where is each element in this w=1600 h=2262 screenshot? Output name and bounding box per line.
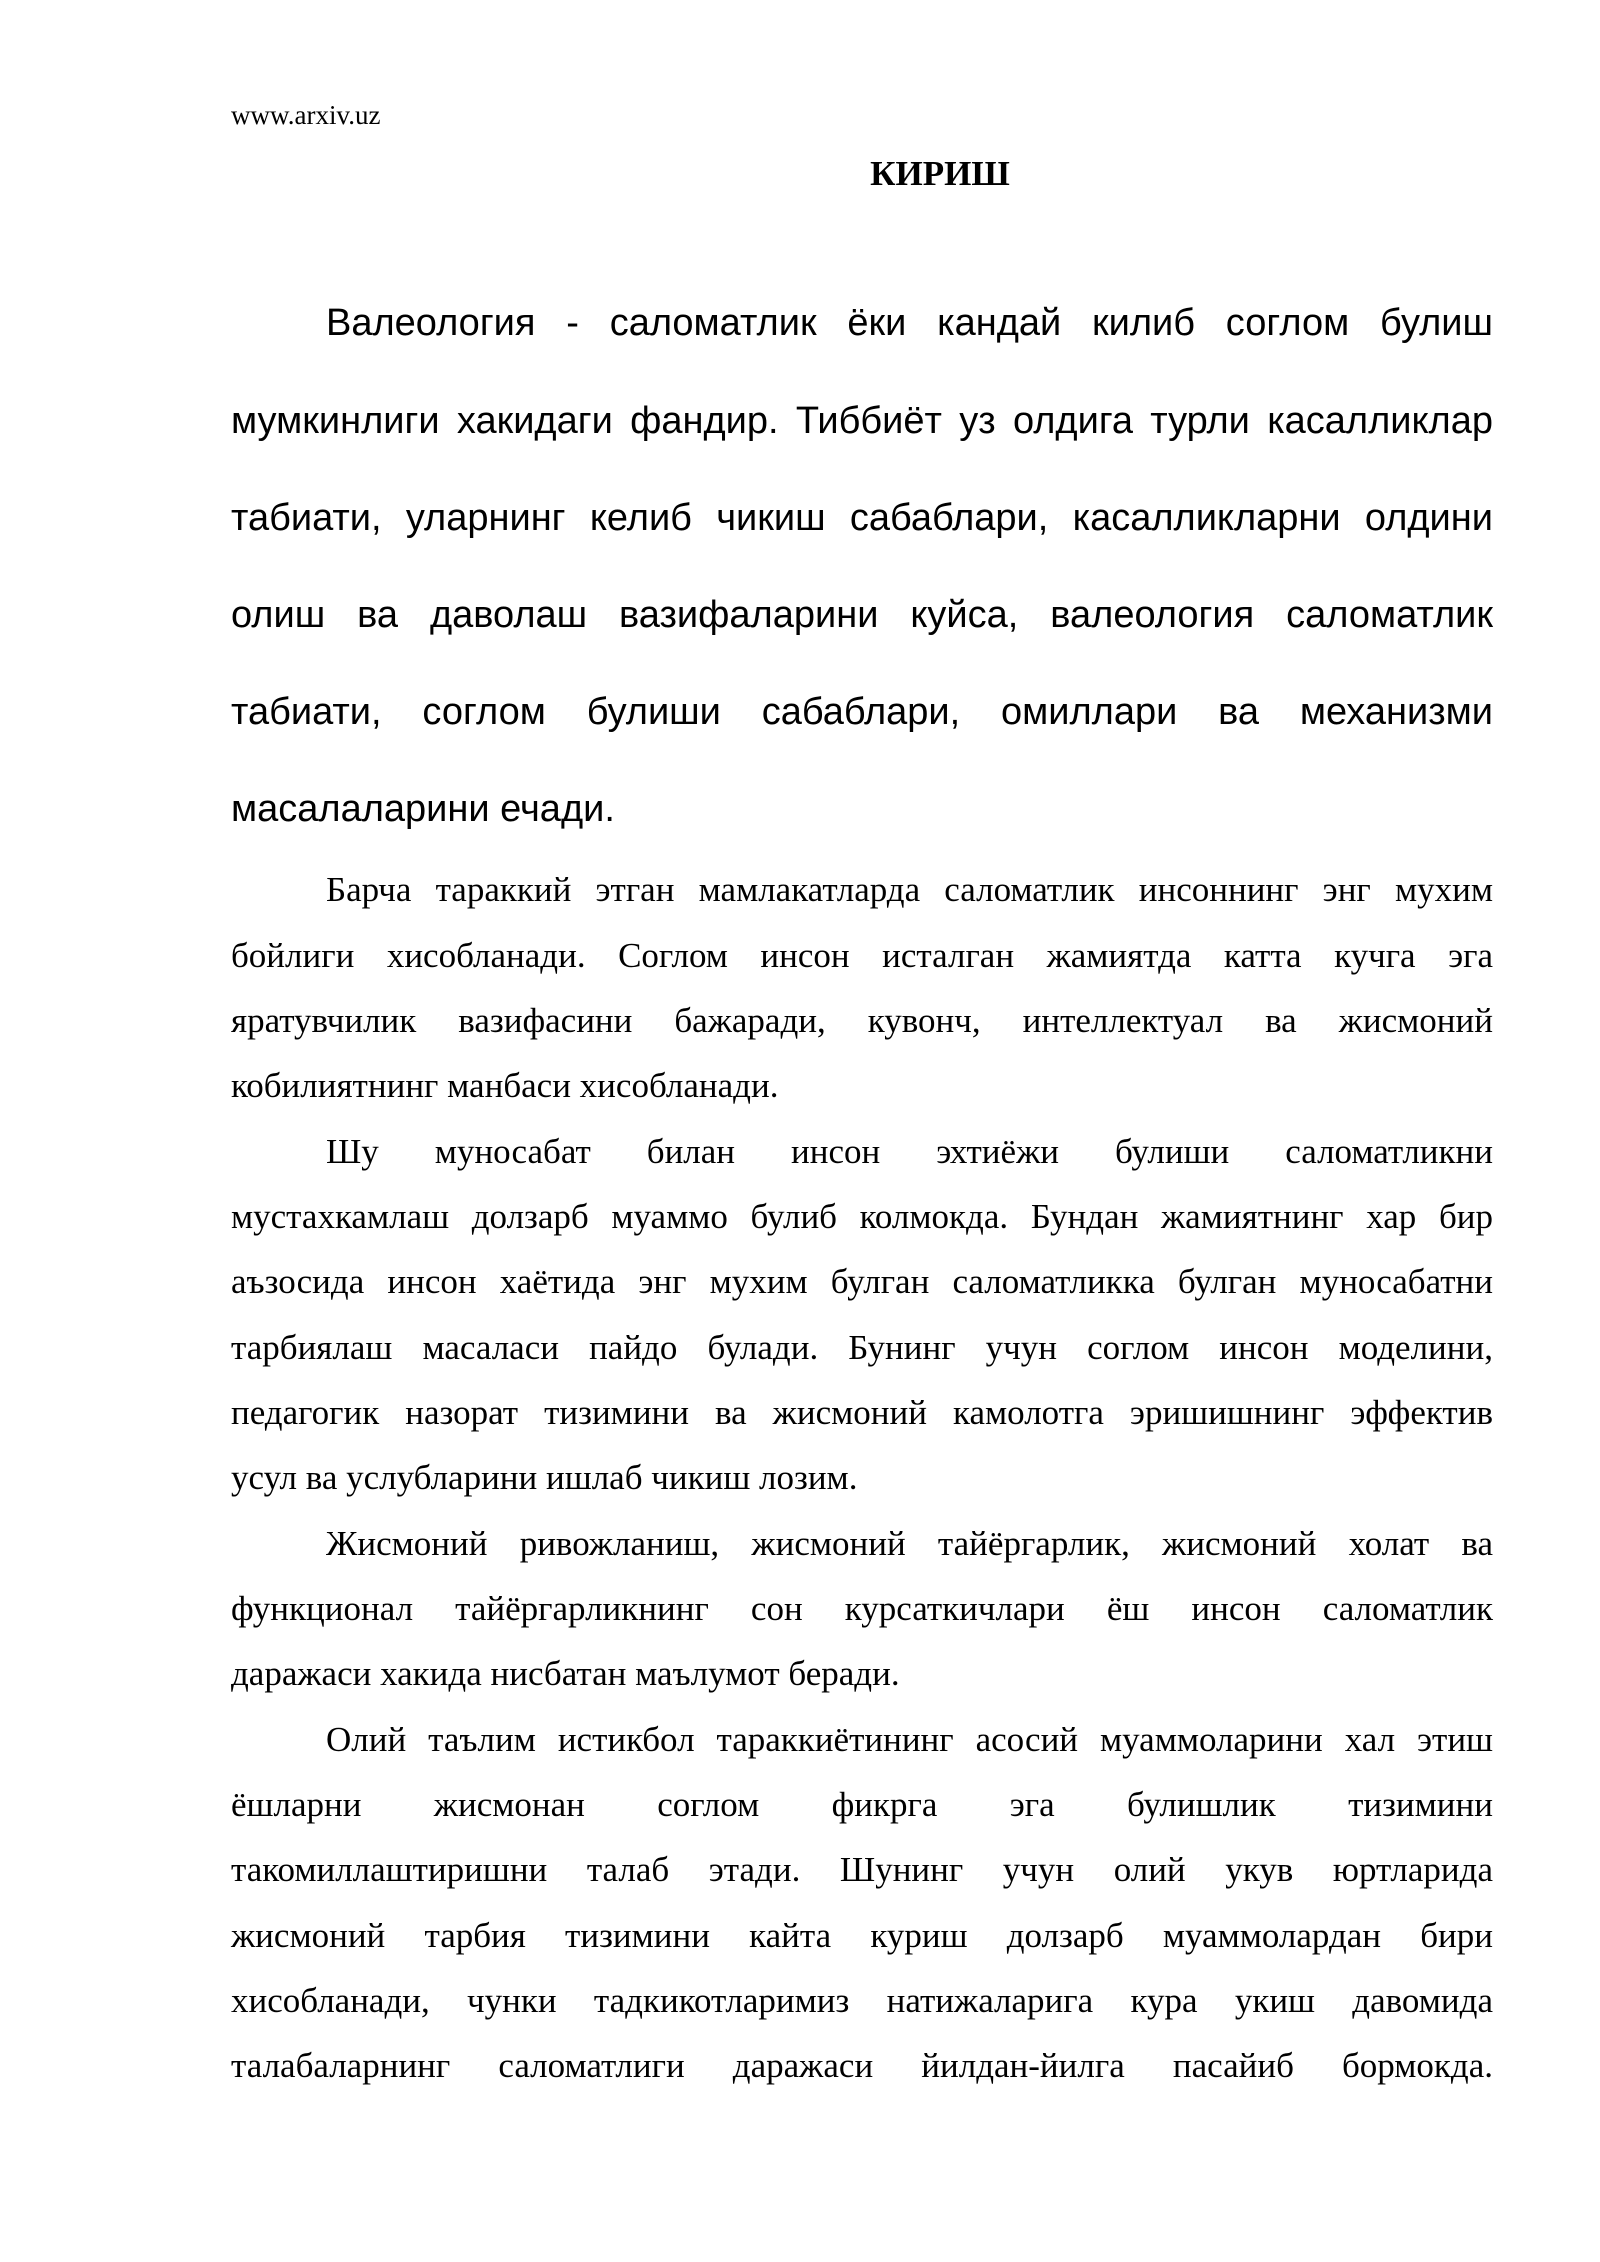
site-url: www.arxiv.uz (231, 100, 381, 130)
body-line: хисобланади, чунки тадкикотларимиз натижаларига кура укиш давомида (231, 1981, 1493, 2020)
body-line: жисмоний тарбия тизимини кайта куриш долзарб муаммолардан бири (231, 1916, 1493, 1955)
body-line: ёшларни жисмонан соглом фикрга эга булишлик тизимини (231, 1785, 1493, 1824)
body-line: Шу муносабат билан инсон эхтиёжи булиши саломатликни (326, 1132, 1493, 1171)
intro-line: табиати, уларнинг келиб чикиш сабаблари, касалликларни олдини (231, 497, 1493, 539)
intro-line: Валеология - саломатлик ёки кандай килиб соглом булиш (326, 302, 1493, 344)
body-line: педагогик назорат тизимини ва жисмоний камолотга эришишнинг эффектив (231, 1393, 1493, 1432)
body-line: функционал тайёргарликнинг сон курсаткичлари ёш инсон саломатлик (231, 1589, 1493, 1628)
body-line: талабаларнинг саломатлиги даражаси йилдан-йилга пасайиб бормокда. (231, 2046, 1493, 2085)
body-line: такомиллаштиришни талаб этади. Шунинг учун олий укув юртларида (231, 1850, 1493, 1889)
body-line: Олий таълим истикбол тараккиётининг асосий муаммоларини хал этиш (326, 1720, 1493, 1759)
intro-line: мумкинлиги хакидаги фандир. Тиббиёт уз олдига турли касалликлар (231, 400, 1493, 442)
body-line: мустахкамлаш долзарб муаммо булиб колмокда. Бундан жамиятнинг хар бир (231, 1197, 1493, 1236)
body-line: усул ва услубларини ишлаб чикиш лозим. (231, 1458, 858, 1497)
body-line: даражаси хакида нисбатан маълумот беради. (231, 1654, 900, 1693)
body-line: кобилиятнинг манбаси хисобланади. (231, 1066, 779, 1105)
page-title (0, 152, 1600, 196)
intro-line: табиати, соглом булиши сабаблари, омиллари ва механизми (231, 691, 1493, 733)
body-line: аъзосида инсон хаётида энг мухим булган саломатликка булган муносабатни (231, 1262, 1493, 1301)
body-line: яратувчилик вазифасини бажаради, кувонч, интеллектуал ва жисмоний (231, 1001, 1493, 1040)
body-line: бойлиги хисобланади. Соглом инсон исталган жамиятда катта кучга эга (231, 936, 1493, 975)
body-line: Жисмоний ривожланиш, жисмоний тайёргарлик, жисмоний холат ва (326, 1524, 1493, 1563)
intro-line: олиш ва даволаш вазифаларини куйса, валеология саломатлик (231, 594, 1493, 636)
body-line: тарбиялаш масаласи пайдо булади. Бунинг учун соглом инсон моделини, (231, 1328, 1493, 1367)
page-title-text: КИРИШ (870, 154, 1010, 193)
intro-line: масалаларини ечади. (231, 788, 615, 830)
body-line: Барча тараккий этган мамлакатларда саломатлик инсоннинг энг мухим (326, 870, 1493, 909)
